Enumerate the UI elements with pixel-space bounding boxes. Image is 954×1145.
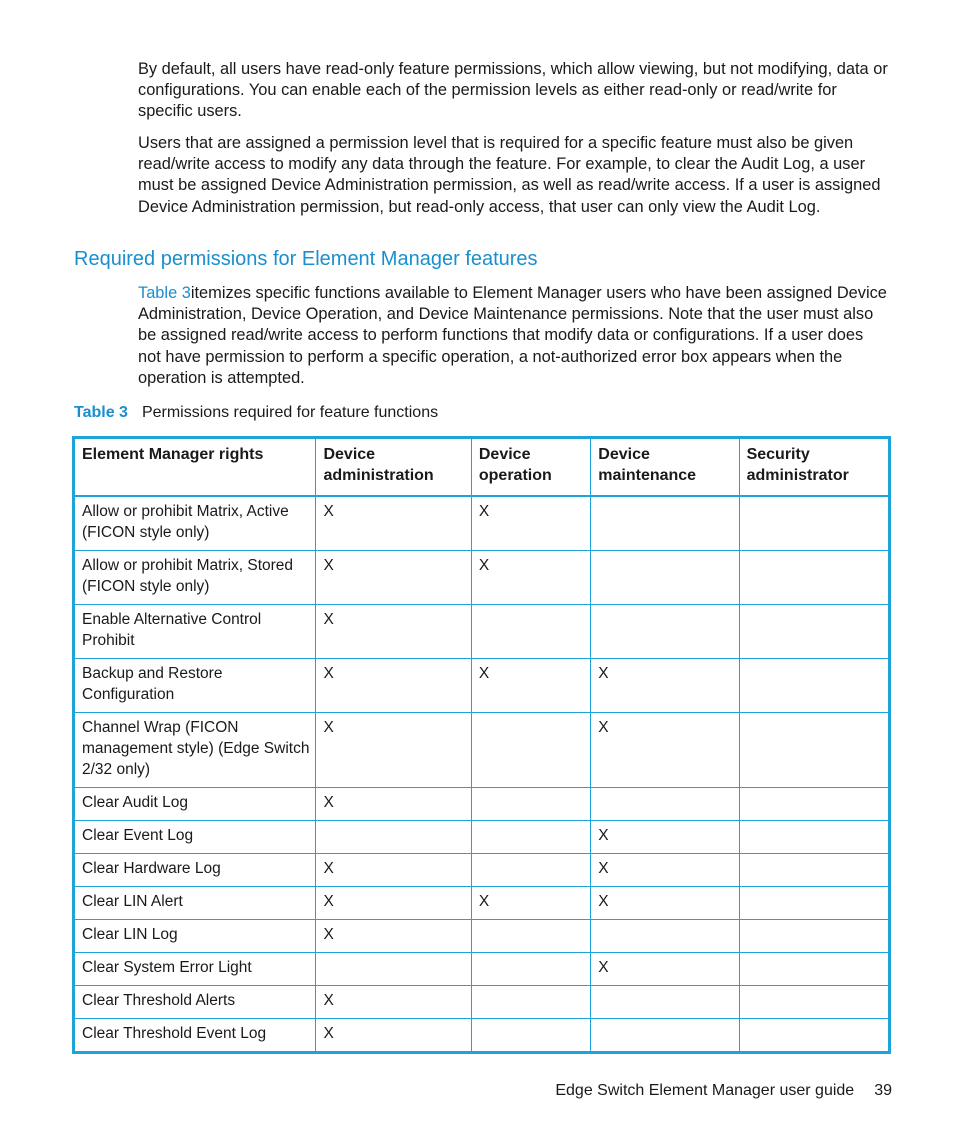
cell-device-maintenance: X [591, 887, 739, 920]
table-row [74, 887, 890, 920]
cell-rights: Allow or prohibit Matrix, Active (FICON style only) [74, 496, 316, 551]
cell-rights: Clear Threshold Event Log [74, 1019, 316, 1053]
cell-device-maintenance [591, 605, 739, 659]
cell-device-operation: X [471, 887, 590, 920]
table-caption [74, 404, 438, 422]
cell-security-administrator [739, 821, 889, 854]
header-device-administration: Device administration [316, 438, 471, 497]
section-heading: Required permissions for Element Manager features [74, 248, 538, 270]
table-row [74, 1019, 890, 1053]
table-row [74, 496, 890, 551]
header-element-manager-rights: Element Manager rights [74, 438, 316, 497]
table-caption-label: Table 3 [74, 404, 128, 421]
cell-device-administration: X [316, 551, 471, 605]
cell-rights: Clear Event Log [74, 821, 316, 854]
cell-device-operation [471, 1019, 590, 1053]
cell-security-administrator [739, 986, 889, 1019]
cell-device-operation [471, 986, 590, 1019]
cell-rights: Clear Audit Log [74, 788, 316, 821]
cell-security-administrator [739, 659, 889, 713]
cell-security-administrator [739, 953, 889, 986]
table-cross-reference-link[interactable]: Table 3 [138, 284, 191, 302]
header-device-maintenance: Device maintenance [591, 438, 739, 497]
cell-device-operation: X [471, 496, 590, 551]
cell-security-administrator [739, 920, 889, 953]
cell-security-administrator [739, 788, 889, 821]
cell-device-administration [316, 953, 471, 986]
cell-device-operation [471, 788, 590, 821]
table-row [74, 821, 890, 854]
cell-device-maintenance [591, 986, 739, 1019]
cell-rights: Clear LIN Log [74, 920, 316, 953]
cell-device-administration: X [316, 713, 471, 788]
cell-device-administration: X [316, 788, 471, 821]
cell-device-maintenance [591, 788, 739, 821]
section-paragraph [138, 283, 890, 389]
cell-device-operation [471, 821, 590, 854]
cell-device-maintenance: X [591, 713, 739, 788]
cell-device-administration [316, 821, 471, 854]
cell-device-maintenance [591, 920, 739, 953]
cell-rights: Clear LIN Alert [74, 887, 316, 920]
table-row [74, 659, 890, 713]
table-row [74, 953, 890, 986]
cell-device-administration: X [316, 986, 471, 1019]
section-paragraph-text: itemizes specific functions available to Element Manager users who have been assigned Device Administration, Device Operation, and Device Maintenance permissions. Note that the user must also be assigned read/write access to perform functions that modify data or configurations. If a user does not have permission to perform a specific operation, a not-authorized error box appears when the operation is attempted. [138, 284, 887, 387]
table-row [74, 713, 890, 788]
page-footer [555, 1082, 892, 1100]
cell-security-administrator [739, 887, 889, 920]
table-row [74, 551, 890, 605]
cell-rights: Channel Wrap (FICON management style) (Edge Switch 2/32 only) [74, 713, 316, 788]
cell-device-administration: X [316, 605, 471, 659]
cell-device-operation [471, 920, 590, 953]
cell-device-maintenance: X [591, 821, 739, 854]
cell-security-administrator [739, 496, 889, 551]
table-row [74, 986, 890, 1019]
table-row [74, 788, 890, 821]
permissions-table [72, 436, 891, 1054]
cell-device-administration: X [316, 496, 471, 551]
table-caption-text: Permissions required for feature functions [141, 404, 439, 421]
cell-security-administrator [739, 551, 889, 605]
table-row [74, 605, 890, 659]
cell-rights: Clear Hardware Log [74, 854, 316, 887]
cell-security-administrator [739, 854, 889, 887]
cell-device-maintenance: X [591, 854, 739, 887]
cell-device-administration: X [316, 887, 471, 920]
table-body [74, 496, 890, 1053]
cell-device-administration: X [316, 659, 471, 713]
cell-device-operation [471, 713, 590, 788]
cell-device-maintenance: X [591, 659, 739, 713]
intro-paragraph-2: Users that are assigned a permission level that is required for a specific feature must also be given read/write access to modify any data through the feature. For example, to clear the Audit Log, a user must be assigned Device Administration permission, as well as read/write access. If a user is assigned Device Administration permission, but read-only access, that user can only view the Audit Log. [138, 134, 881, 216]
footer-guide-title: Edge Switch Element Manager user guide [555, 1082, 855, 1099]
cell-security-administrator [739, 713, 889, 788]
table-row [74, 854, 890, 887]
cell-device-operation [471, 854, 590, 887]
cell-device-administration: X [316, 1019, 471, 1053]
cell-device-maintenance [591, 496, 739, 551]
cell-rights: Clear System Error Light [74, 953, 316, 986]
cell-device-operation [471, 605, 590, 659]
cell-device-maintenance [591, 551, 739, 605]
cell-rights: Backup and Restore Configuration [74, 659, 316, 713]
cell-device-operation: X [471, 551, 590, 605]
cell-device-administration: X [316, 854, 471, 887]
header-security-administrator: Security administrator [739, 438, 889, 497]
cell-device-administration: X [316, 920, 471, 953]
cell-security-administrator [739, 1019, 889, 1053]
cell-security-administrator [739, 605, 889, 659]
cell-device-maintenance [591, 1019, 739, 1053]
table-row [74, 920, 890, 953]
cell-device-maintenance: X [591, 953, 739, 986]
cell-device-operation: X [471, 659, 590, 713]
cell-device-operation [471, 953, 590, 986]
intro-paragraph-1: By default, all users have read-only feature permissions, which allow viewing, but not modifying, data or configurations. You can enable each of the permission levels as either read-only or read/write for specific users. [138, 60, 888, 121]
cell-rights: Allow or prohibit Matrix, Stored (FICON style only) [74, 551, 316, 605]
cell-rights: Enable Alternative Control Prohibit [74, 605, 316, 659]
header-device-operation: Device operation [471, 438, 590, 497]
cell-rights: Clear Threshold Alerts [74, 986, 316, 1019]
page-number: 39 [874, 1082, 892, 1099]
table-header-row [74, 438, 890, 497]
